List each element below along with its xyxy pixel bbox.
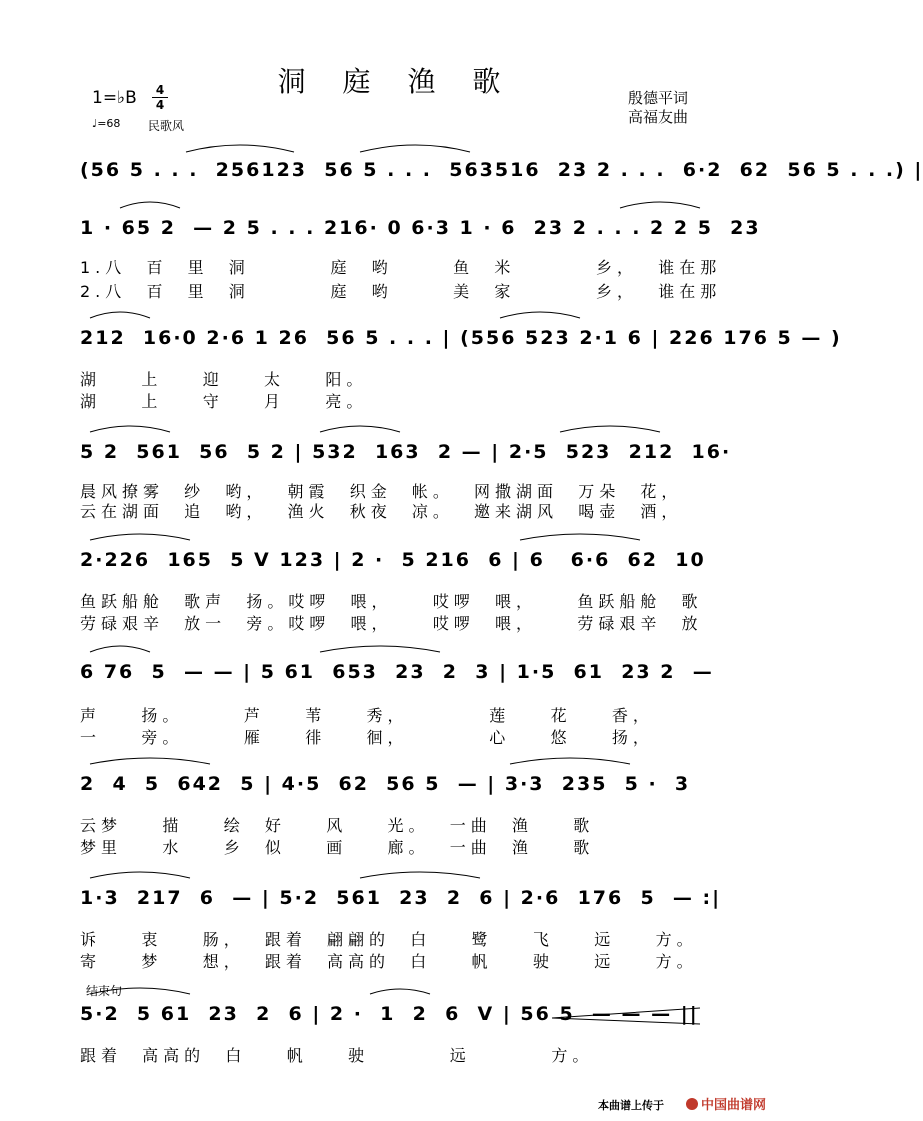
notes-line-4: 5 2 561 56 5 2 | 532 163 2 — | 2·5 523 212 16· xyxy=(80,441,732,463)
lyricist-credit: 殷德平词 xyxy=(628,89,689,107)
lyrics-line-4-verse-2: 云在湖面 追 哟， 渔火 秋夜 凉。 邀来湖风 喝壶 酒， xyxy=(80,502,683,521)
lyrics-line-8-verse-2: 寄 梦 想， 跟着 高高的 白 帆 驶 远 方。 xyxy=(80,952,698,971)
notes-line-9: 5·2 5 61 23 2 6 | 2 · 1 2 6 V | 56 5 — — — || xyxy=(80,1003,699,1025)
lyrics-line-6-verse-2: 一 旁。 雁 徘 徊， 心 悠 扬， xyxy=(80,728,654,747)
lyrics-line-8-verse-1: 诉 衷 肠， 跟着 翩翩的 白 鹭 飞 远 方。 xyxy=(80,930,698,949)
lyrics-line-2-verse-2: 2.八 百 里 洞 庭 哟 美 家 乡， 谁在那 xyxy=(80,282,722,301)
notes-line-3: 212 16·0 2·6 1 26 56 5 . . . | (556 523 2·1 6 | 226 176 5 — ) xyxy=(80,327,842,349)
song-title: 洞 庭 渔 歌 xyxy=(277,65,515,98)
lyrics-line-3-verse-2: 湖 上 守 月 亮。 xyxy=(80,392,368,411)
time-signature-top: 4 xyxy=(155,83,165,97)
ending-label: 结束句 xyxy=(86,984,123,998)
lyrics-line-7-verse-2: 梦里 水 乡 似 画 廊。 一曲 渔 歌 xyxy=(80,838,595,857)
notes-line-5: 2·226 165 5 V 123 | 2 · 5 216 6 | 6 6·6 62 10 xyxy=(80,549,706,571)
lyrics-line-7-verse-1: 云梦 描 绘 好 风 光。 一曲 渔 歌 xyxy=(80,816,595,835)
composer-credit: 高福友曲 xyxy=(628,108,689,126)
notes-line-6: 6 76 5 — — | 5 61 653 23 2 3 | 1·5 61 23 2 — xyxy=(80,661,714,683)
notes-line-1: (56 5 . . . 256123 56 5 . . . 563516 23 2 . . . 6·2 62 56 5 . . .) | xyxy=(80,159,923,181)
lyrics-line-4-verse-1: 晨风撩雾 纱 哟， 朝霞 织金 帐。 网撒湖面 万朵 花， xyxy=(80,482,683,501)
key-signature: 1=♭B xyxy=(92,88,137,108)
notes-line-2: 1 · 65 2 — 2 5 . . . 216· 0 6·3 1 · 6 23 2 . . . 2 2 5 23 xyxy=(80,217,761,239)
lyrics-line-9-verse-1: 跟着 高高的 白 帆 驶 远 方。 xyxy=(80,1046,594,1065)
notes-line-8: 1·3 217 6 — | 5·2 561 23 2 6 | 2·6 176 5 — :| xyxy=(80,887,722,909)
site-logo[interactable] xyxy=(686,1094,766,1113)
time-signature xyxy=(152,84,168,111)
footer-uploaded-label: 本曲谱上传于 xyxy=(598,1099,664,1112)
lyrics-line-6-verse-1: 声 扬。 芦 苇 秀， 莲 花 香， xyxy=(80,706,654,725)
notes-line-7: 2 4 5 642 5 | 4·5 62 56 5 — | 3·3 235 5 · 3 xyxy=(80,773,691,795)
site-logo-icon xyxy=(686,1098,698,1110)
tempo-marking: ♩=68 xyxy=(92,117,121,130)
time-signature-bottom: 4 xyxy=(155,98,165,112)
site-logo-text: 中国曲谱网 xyxy=(701,1098,767,1113)
lyrics-line-5-verse-1: 鱼跃船舱 歌声 扬。哎啰 喂， 哎啰 喂， 鱼跃船舱 歌 xyxy=(80,592,703,611)
lyrics-line-2-verse-1: 1.八 百 里 洞 庭 哟 鱼 米 乡， 谁在那 xyxy=(80,258,722,277)
style-marking: 民歌风 xyxy=(148,119,185,133)
lyrics-line-3-verse-1: 湖 上 迎 太 阳。 xyxy=(80,370,368,389)
lyrics-line-5-verse-2: 劳碌艰辛 放一 旁。哎啰 喂， 哎啰 喂， 劳碌艰辛 放 xyxy=(80,614,703,633)
